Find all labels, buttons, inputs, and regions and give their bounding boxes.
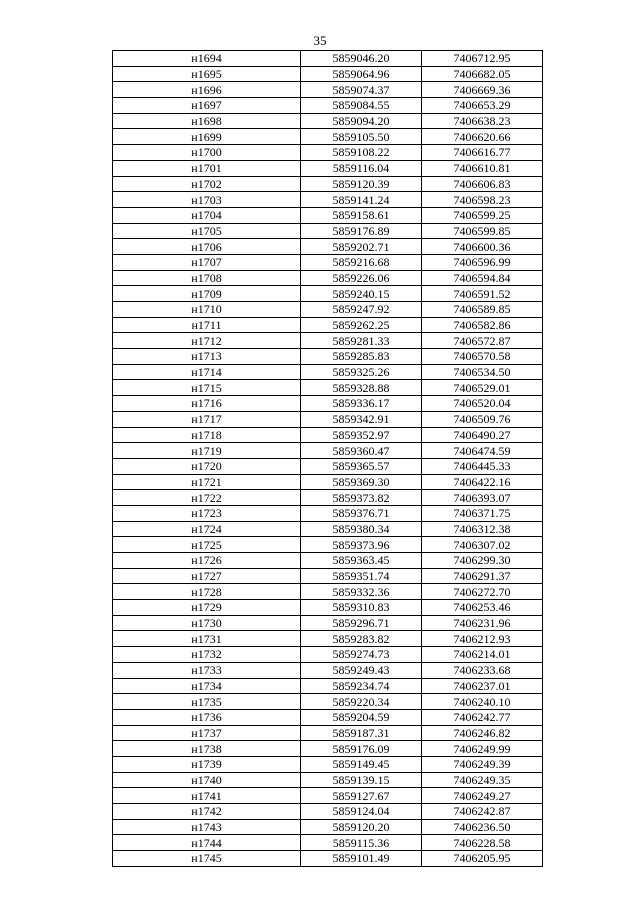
point-id-cell: н1745 [113, 851, 301, 867]
table-row [113, 411, 543, 427]
y-coordinate-cell: 7406712.95 [422, 51, 543, 67]
point-id-cell: н1700 [113, 145, 301, 161]
x-coordinate-cell: 5859101.49 [301, 851, 422, 867]
point-id-cell: н1743 [113, 819, 301, 835]
y-coordinate-cell: 7406272.70 [422, 584, 543, 600]
y-coordinate-cell: 7406249.39 [422, 756, 543, 772]
table-row [113, 851, 543, 867]
table-row [113, 239, 543, 255]
x-coordinate-cell: 5859363.45 [301, 553, 422, 569]
point-id-cell: н1711 [113, 317, 301, 333]
table-row [113, 145, 543, 161]
y-coordinate-cell: 7406249.99 [422, 741, 543, 757]
point-id-cell: н1704 [113, 207, 301, 223]
x-coordinate-cell: 5859274.73 [301, 647, 422, 663]
y-coordinate-cell: 7406599.85 [422, 223, 543, 239]
table-row [113, 254, 543, 270]
x-coordinate-cell: 5859187.31 [301, 725, 422, 741]
point-id-cell: н1717 [113, 411, 301, 427]
x-coordinate-cell: 5859352.97 [301, 427, 422, 443]
point-id-cell: н1716 [113, 396, 301, 412]
table-row [113, 788, 543, 804]
y-coordinate-cell: 7406582.86 [422, 317, 543, 333]
y-coordinate-cell: 7406490.27 [422, 427, 543, 443]
table-row [113, 804, 543, 820]
y-coordinate-cell: 7406589.85 [422, 302, 543, 318]
point-id-cell: н1732 [113, 647, 301, 663]
y-coordinate-cell: 7406291.37 [422, 568, 543, 584]
table-row [113, 819, 543, 835]
table-row [113, 129, 543, 145]
table-row [113, 427, 543, 443]
y-coordinate-cell: 7406228.58 [422, 835, 543, 851]
x-coordinate-cell: 5859369.30 [301, 474, 422, 490]
y-coordinate-cell: 7406312.38 [422, 521, 543, 537]
y-coordinate-cell: 7406620.66 [422, 129, 543, 145]
point-id-cell: н1703 [113, 192, 301, 208]
y-coordinate-cell: 7406233.68 [422, 662, 543, 678]
x-coordinate-cell: 5859249.43 [301, 662, 422, 678]
x-coordinate-cell: 5859202.71 [301, 239, 422, 255]
coordinates-table [112, 50, 543, 867]
point-id-cell: н1705 [113, 223, 301, 239]
x-coordinate-cell: 5859105.50 [301, 129, 422, 145]
x-coordinate-cell: 5859220.34 [301, 694, 422, 710]
x-coordinate-cell: 5859127.67 [301, 788, 422, 804]
x-coordinate-cell: 5859285.83 [301, 349, 422, 365]
point-id-cell: н1726 [113, 553, 301, 569]
x-coordinate-cell: 5859141.24 [301, 192, 422, 208]
x-coordinate-cell: 5859120.20 [301, 819, 422, 835]
y-coordinate-cell: 7406236.50 [422, 819, 543, 835]
point-id-cell: н1744 [113, 835, 301, 851]
y-coordinate-cell: 7406653.29 [422, 98, 543, 114]
table-row [113, 631, 543, 647]
point-id-cell: н1698 [113, 113, 301, 129]
point-id-cell: н1734 [113, 678, 301, 694]
point-id-cell: н1739 [113, 756, 301, 772]
point-id-cell: н1721 [113, 474, 301, 490]
table-row [113, 568, 543, 584]
page-number: 35 [313, 33, 327, 48]
point-id-cell: н1741 [113, 788, 301, 804]
x-coordinate-cell: 5859204.59 [301, 709, 422, 725]
table-row [113, 364, 543, 380]
y-coordinate-cell: 7406240.10 [422, 694, 543, 710]
x-coordinate-cell: 5859158.61 [301, 207, 422, 223]
y-coordinate-cell: 7406591.52 [422, 286, 543, 302]
y-coordinate-cell: 7406598.23 [422, 192, 543, 208]
x-coordinate-cell: 5859336.17 [301, 396, 422, 412]
x-coordinate-cell: 5859064.96 [301, 66, 422, 82]
point-id-cell: н1725 [113, 537, 301, 553]
y-coordinate-cell: 7406214.01 [422, 647, 543, 663]
x-coordinate-cell: 5859332.36 [301, 584, 422, 600]
table-row [113, 835, 543, 851]
x-coordinate-cell: 5859351.74 [301, 568, 422, 584]
x-coordinate-cell: 5859380.34 [301, 521, 422, 537]
y-coordinate-cell: 7406253.46 [422, 600, 543, 616]
x-coordinate-cell: 5859296.71 [301, 615, 422, 631]
x-coordinate-cell: 5859084.55 [301, 98, 422, 114]
table-row [113, 270, 543, 286]
point-id-cell: н1735 [113, 694, 301, 710]
table-row [113, 223, 543, 239]
table-row [113, 584, 543, 600]
x-coordinate-cell: 5859234.74 [301, 678, 422, 694]
point-id-cell: н1730 [113, 615, 301, 631]
point-id-cell: н1731 [113, 631, 301, 647]
x-coordinate-cell: 5859124.04 [301, 804, 422, 820]
x-coordinate-cell: 5859149.45 [301, 756, 422, 772]
point-id-cell: н1699 [113, 129, 301, 145]
table-row [113, 490, 543, 506]
table-row [113, 647, 543, 663]
x-coordinate-cell: 5859240.15 [301, 286, 422, 302]
table-row [113, 678, 543, 694]
x-coordinate-cell: 5859328.88 [301, 380, 422, 396]
table-row [113, 51, 543, 67]
point-id-cell: н1706 [113, 239, 301, 255]
x-coordinate-cell: 5859226.06 [301, 270, 422, 286]
point-id-cell: н1742 [113, 804, 301, 820]
table-row [113, 537, 543, 553]
point-id-cell: н1713 [113, 349, 301, 365]
point-id-cell: н1714 [113, 364, 301, 380]
table-row [113, 756, 543, 772]
table-row [113, 458, 543, 474]
point-id-cell: н1695 [113, 66, 301, 82]
point-id-cell: н1737 [113, 725, 301, 741]
table-row [113, 333, 543, 349]
y-coordinate-cell: 7406242.87 [422, 804, 543, 820]
y-coordinate-cell: 7406509.76 [422, 411, 543, 427]
x-coordinate-cell: 5859310.83 [301, 600, 422, 616]
table-row [113, 772, 543, 788]
x-coordinate-cell: 5859373.96 [301, 537, 422, 553]
table-row [113, 317, 543, 333]
point-id-cell: н1697 [113, 98, 301, 114]
x-coordinate-cell: 5859139.15 [301, 772, 422, 788]
y-coordinate-cell: 7406682.05 [422, 66, 543, 82]
point-id-cell: н1708 [113, 270, 301, 286]
x-coordinate-cell: 5859247.92 [301, 302, 422, 318]
point-id-cell: н1702 [113, 176, 301, 192]
x-coordinate-cell: 5859120.39 [301, 176, 422, 192]
y-coordinate-cell: 7406249.35 [422, 772, 543, 788]
x-coordinate-cell: 5859342.91 [301, 411, 422, 427]
coordinates-table-body [113, 51, 543, 867]
x-coordinate-cell: 5859373.82 [301, 490, 422, 506]
table-row [113, 521, 543, 537]
x-coordinate-cell: 5859116.04 [301, 160, 422, 176]
point-id-cell: н1736 [113, 709, 301, 725]
y-coordinate-cell: 7406249.27 [422, 788, 543, 804]
table-row [113, 286, 543, 302]
point-id-cell: н1701 [113, 160, 301, 176]
table-row [113, 615, 543, 631]
point-id-cell: н1740 [113, 772, 301, 788]
y-coordinate-cell: 7406638.23 [422, 113, 543, 129]
y-coordinate-cell: 7406299.30 [422, 553, 543, 569]
table-row [113, 443, 543, 459]
table-row [113, 160, 543, 176]
x-coordinate-cell: 5859176.89 [301, 223, 422, 239]
x-coordinate-cell: 5859094.20 [301, 113, 422, 129]
point-id-cell: н1712 [113, 333, 301, 349]
point-id-cell: н1718 [113, 427, 301, 443]
point-id-cell: н1724 [113, 521, 301, 537]
y-coordinate-cell: 7406596.99 [422, 254, 543, 270]
table-row [113, 474, 543, 490]
y-coordinate-cell: 7406599.25 [422, 207, 543, 223]
y-coordinate-cell: 7406231.96 [422, 615, 543, 631]
table-row [113, 192, 543, 208]
table-row [113, 98, 543, 114]
table-row [113, 82, 543, 98]
y-coordinate-cell: 7406534.50 [422, 364, 543, 380]
table-row [113, 66, 543, 82]
x-coordinate-cell: 5859376.71 [301, 505, 422, 521]
x-coordinate-cell: 5859365.57 [301, 458, 422, 474]
table-row [113, 741, 543, 757]
x-coordinate-cell: 5859283.82 [301, 631, 422, 647]
point-id-cell: н1733 [113, 662, 301, 678]
point-id-cell: н1727 [113, 568, 301, 584]
y-coordinate-cell: 7406205.95 [422, 851, 543, 867]
y-coordinate-cell: 7406570.58 [422, 349, 543, 365]
point-id-cell: н1728 [113, 584, 301, 600]
y-coordinate-cell: 7406445.33 [422, 458, 543, 474]
table-row [113, 553, 543, 569]
y-coordinate-cell: 7406307.02 [422, 537, 543, 553]
table-row [113, 505, 543, 521]
table-row [113, 662, 543, 678]
x-coordinate-cell: 5859115.36 [301, 835, 422, 851]
point-id-cell: н1720 [113, 458, 301, 474]
x-coordinate-cell: 5859046.20 [301, 51, 422, 67]
y-coordinate-cell: 7406610.81 [422, 160, 543, 176]
x-coordinate-cell: 5859176.09 [301, 741, 422, 757]
x-coordinate-cell: 5859325.26 [301, 364, 422, 380]
y-coordinate-cell: 7406237.01 [422, 678, 543, 694]
x-coordinate-cell: 5859281.33 [301, 333, 422, 349]
table-row [113, 207, 543, 223]
table-row [113, 176, 543, 192]
table-row [113, 113, 543, 129]
table-row [113, 600, 543, 616]
y-coordinate-cell: 7406212.93 [422, 631, 543, 647]
point-id-cell: н1694 [113, 51, 301, 67]
table-row [113, 380, 543, 396]
x-coordinate-cell: 5859108.22 [301, 145, 422, 161]
x-coordinate-cell: 5859262.25 [301, 317, 422, 333]
table-row [113, 302, 543, 318]
y-coordinate-cell: 7406529.01 [422, 380, 543, 396]
y-coordinate-cell: 7406474.59 [422, 443, 543, 459]
y-coordinate-cell: 7406606.83 [422, 176, 543, 192]
x-coordinate-cell: 5859074.37 [301, 82, 422, 98]
point-id-cell: н1710 [113, 302, 301, 318]
y-coordinate-cell: 7406616.77 [422, 145, 543, 161]
x-coordinate-cell: 5859360.47 [301, 443, 422, 459]
point-id-cell: н1723 [113, 505, 301, 521]
point-id-cell: н1709 [113, 286, 301, 302]
point-id-cell: н1696 [113, 82, 301, 98]
y-coordinate-cell: 7406572.87 [422, 333, 543, 349]
x-coordinate-cell: 5859216.68 [301, 254, 422, 270]
y-coordinate-cell: 7406393.07 [422, 490, 543, 506]
point-id-cell: н1719 [113, 443, 301, 459]
table-row [113, 396, 543, 412]
y-coordinate-cell: 7406242.77 [422, 709, 543, 725]
table-row [113, 349, 543, 365]
y-coordinate-cell: 7406594.84 [422, 270, 543, 286]
table-row [113, 694, 543, 710]
table-row [113, 725, 543, 741]
point-id-cell: н1707 [113, 254, 301, 270]
point-id-cell: н1722 [113, 490, 301, 506]
y-coordinate-cell: 7406520.04 [422, 396, 543, 412]
point-id-cell: н1738 [113, 741, 301, 757]
point-id-cell: н1729 [113, 600, 301, 616]
y-coordinate-cell: 7406371.75 [422, 505, 543, 521]
y-coordinate-cell: 7406246.82 [422, 725, 543, 741]
table-row [113, 709, 543, 725]
y-coordinate-cell: 7406669.36 [422, 82, 543, 98]
y-coordinate-cell: 7406600.36 [422, 239, 543, 255]
point-id-cell: н1715 [113, 380, 301, 396]
y-coordinate-cell: 7406422.16 [422, 474, 543, 490]
